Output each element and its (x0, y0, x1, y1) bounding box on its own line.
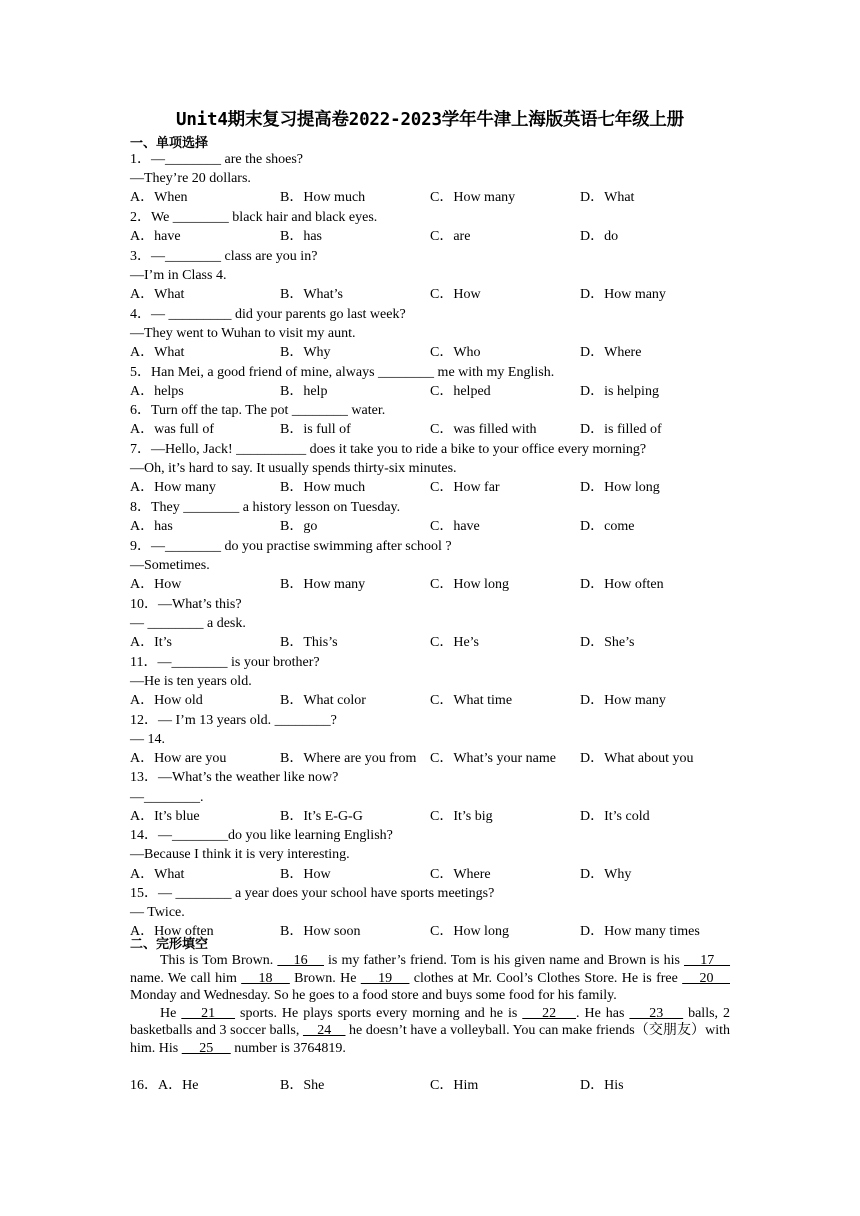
option-c: C．It’s big (430, 808, 493, 824)
cloze-blank: 23 (629, 1005, 684, 1021)
option-a: A．How many (130, 480, 216, 496)
passage-text: balls, 2 basketballs and 3 soccer balls, (130, 1005, 730, 1039)
option-b: B．What’s (280, 286, 343, 302)
section-heading-cloze: 二、完形填空 (130, 937, 209, 952)
question-options (130, 384, 730, 400)
question-options (130, 519, 730, 535)
passage-text: he doesn’t have a volleyball. You can make friends（交朋友）with him. His (130, 1023, 730, 1056)
option-b: B．How much (280, 480, 366, 496)
option-d: D．come (580, 519, 635, 535)
question-options (130, 422, 730, 438)
option-d: D．is filled of (580, 422, 662, 438)
option-b: B．This’s (280, 634, 338, 650)
question-options (130, 635, 730, 651)
question-options (130, 867, 730, 883)
option-b: B．How much (280, 190, 366, 206)
question-dialogue-line: —________. (130, 789, 204, 805)
option-d: D．Where (580, 344, 642, 360)
cloze-blank: 25 (181, 1040, 231, 1056)
passage-text: He (160, 1005, 182, 1021)
option-a: A．was full of (130, 422, 214, 438)
question-stem: 5．Han Mei, a good friend of mine, always ________ me with my English. (130, 364, 555, 380)
question-stem: 2．We ________ black hair and black eyes. (130, 209, 378, 225)
option-a: A．It’s blue (130, 808, 200, 824)
cloze-blank: 21 (181, 1005, 236, 1021)
option-d: D．do (580, 229, 619, 244)
question-options (130, 229, 730, 245)
passage-text: is my father’s friend. Tom is his given name and Brown is his (323, 953, 684, 968)
section-heading-multiple-choice: 一、单项选择 (130, 136, 209, 151)
cloze-blank: 24 (302, 1023, 346, 1039)
option-b: B．Where are you from (280, 750, 417, 766)
option-b: B．How (280, 866, 331, 882)
option-c: C．Him (430, 1078, 479, 1093)
option-a: A．What (130, 344, 185, 360)
option-c: C．Who (430, 344, 481, 360)
option-c: C．Where (430, 866, 491, 882)
option-a: A．have (130, 229, 181, 244)
option-b: B．go (280, 519, 318, 535)
option-a: A．It’s (130, 634, 172, 650)
option-b: B．She (280, 1078, 325, 1093)
question-options (130, 751, 730, 767)
option-d: D．What (580, 190, 635, 206)
cloze-blank: 19 (360, 970, 410, 986)
question-options (130, 190, 730, 206)
question-stem: 12．— I’m 13 years old. ________? (130, 712, 337, 728)
option-a: A．How (130, 577, 182, 592)
question-options (130, 693, 730, 709)
cloze-blank: 20 (682, 970, 730, 986)
question-dialogue-line: — 14. (130, 731, 165, 747)
passage-paragraph-2 (130, 1005, 730, 1058)
option-c: C．What’s your name (430, 750, 556, 766)
question-16-options (130, 1078, 730, 1094)
option-d: D．How long (580, 480, 660, 496)
option-d: D．How often (580, 577, 664, 592)
option-d: D．is helping (580, 383, 659, 399)
question-stem: 15．— ________ a year does your school have sports meetings? (130, 886, 495, 902)
option-c: C．He’s (430, 634, 479, 650)
option-c: C．are (430, 229, 471, 244)
option-c: C．How far (430, 480, 500, 496)
question-stem: 11．—________ is your brother? (130, 654, 320, 670)
option-b: B．Why (280, 344, 331, 360)
question-stem: 1．—________ are the shoes? (130, 152, 304, 167)
page-title: Unit4期末复习提高卷2022-2023学年牛津上海版英语七年级上册 (175, 110, 684, 130)
question-stem: 8．They ________ a history lesson on Tuesday. (130, 500, 401, 515)
option-a: A．has (130, 519, 173, 535)
option-b: B．How soon (280, 924, 361, 940)
option-a: A．How often (130, 924, 214, 940)
cloze-blank: 16 (277, 953, 324, 968)
question-dialogue-line: —Oh, it’s hard to say. It usually spends thirty-six minutes. (130, 461, 457, 477)
question-stem: 14．—________do you like learning English? (130, 828, 393, 844)
cloze-blank: 17 (683, 953, 731, 968)
option-c: C．How many (430, 190, 516, 206)
passage-text: Monday and Wednesday. So he goes to a food store and buys some food for his family. (130, 988, 617, 1004)
option-d: D．How many (580, 692, 666, 708)
option-b: B．has (280, 229, 322, 244)
option-d: D．She’s (580, 634, 635, 650)
question-options (130, 924, 730, 940)
question-dialogue-line: — Twice. (130, 905, 185, 921)
passage-paragraph-1 (130, 952, 730, 1005)
passage-text: number is 3764819. (230, 1040, 346, 1056)
question-stem: 7．—Hello, Jack! __________ does it take you to ride a bike to your office every morning? (130, 442, 647, 458)
option-c: C．What time (430, 692, 513, 708)
question-options (130, 809, 730, 825)
option-a: A．How are you (130, 750, 227, 766)
question-options (130, 287, 730, 303)
question-dialogue-line: —He is ten years old. (130, 673, 252, 689)
question-stem: 6．Turn off the tap. The pot ________ water. (130, 403, 386, 419)
option-c: C．How long (430, 577, 509, 592)
passage-text: Brown. He (289, 970, 361, 986)
option-d: D．How many times (580, 924, 700, 940)
passage-text: This is Tom Brown. (160, 953, 278, 968)
cloze-passage (130, 952, 730, 1058)
option-c: C．have (430, 519, 480, 535)
option-c: C．How long (430, 924, 509, 940)
option-c: C．How (430, 286, 481, 302)
option-d: D．What about you (580, 750, 694, 766)
question-options (130, 480, 730, 496)
option-a: A．helps (130, 383, 184, 399)
option-a: A．How old (130, 692, 203, 708)
question-stem: 4．— _________ did your parents go last week? (130, 306, 406, 322)
cloze-blank: 22 (522, 1005, 576, 1021)
cloze-blank: 18 (241, 970, 290, 986)
passage-text: name. We call him (130, 970, 242, 986)
option-b: B．help (280, 383, 328, 399)
option-b: B．How many (280, 577, 366, 592)
question-dialogue-line: —Because I think it is very interesting. (130, 847, 350, 863)
question-stem: 3．—________ class are you in? (130, 248, 318, 264)
option-a: A．When (130, 190, 188, 206)
option-c: C．helped (430, 383, 491, 399)
passage-text: sports. He plays sports every morning and he is (235, 1005, 523, 1021)
question-dialogue-line: —They’re 20 dollars. (130, 171, 251, 187)
option-d: D．It’s cold (580, 808, 650, 824)
option-d: D．Why (580, 866, 632, 882)
passage-text: . He has (576, 1005, 630, 1021)
question-dialogue-line: —I’m in Class 4. (130, 267, 227, 283)
option-d: D．How many (580, 286, 666, 302)
option-a: A．What (130, 866, 185, 882)
question-dialogue-line: —Sometimes. (130, 557, 210, 573)
passage-text: clothes at Mr. Cool’s Clothes Store. He is free (409, 970, 683, 986)
question-stem: 10．—What’s this? (130, 596, 242, 612)
question-dialogue-line: — ________ a desk. (130, 615, 246, 631)
question-stem: 13．—What’s the weather like now? (130, 770, 339, 786)
question-dialogue-line: —They went to Wuhan to visit my aunt. (130, 325, 356, 341)
question-stem: 9．—________ do you practise swimming after school ? (130, 538, 452, 554)
question-options (130, 345, 730, 361)
question-options (130, 577, 730, 593)
option-b: B．It’s E-G-G (280, 808, 363, 824)
option-b: B．What color (280, 692, 366, 708)
option-d: D．His (580, 1078, 624, 1093)
option-a: A．What (130, 286, 185, 302)
option-c: C．was filled with (430, 422, 537, 438)
option-b: B．is full of (280, 422, 351, 438)
option-a: 16．A．He (130, 1078, 199, 1093)
